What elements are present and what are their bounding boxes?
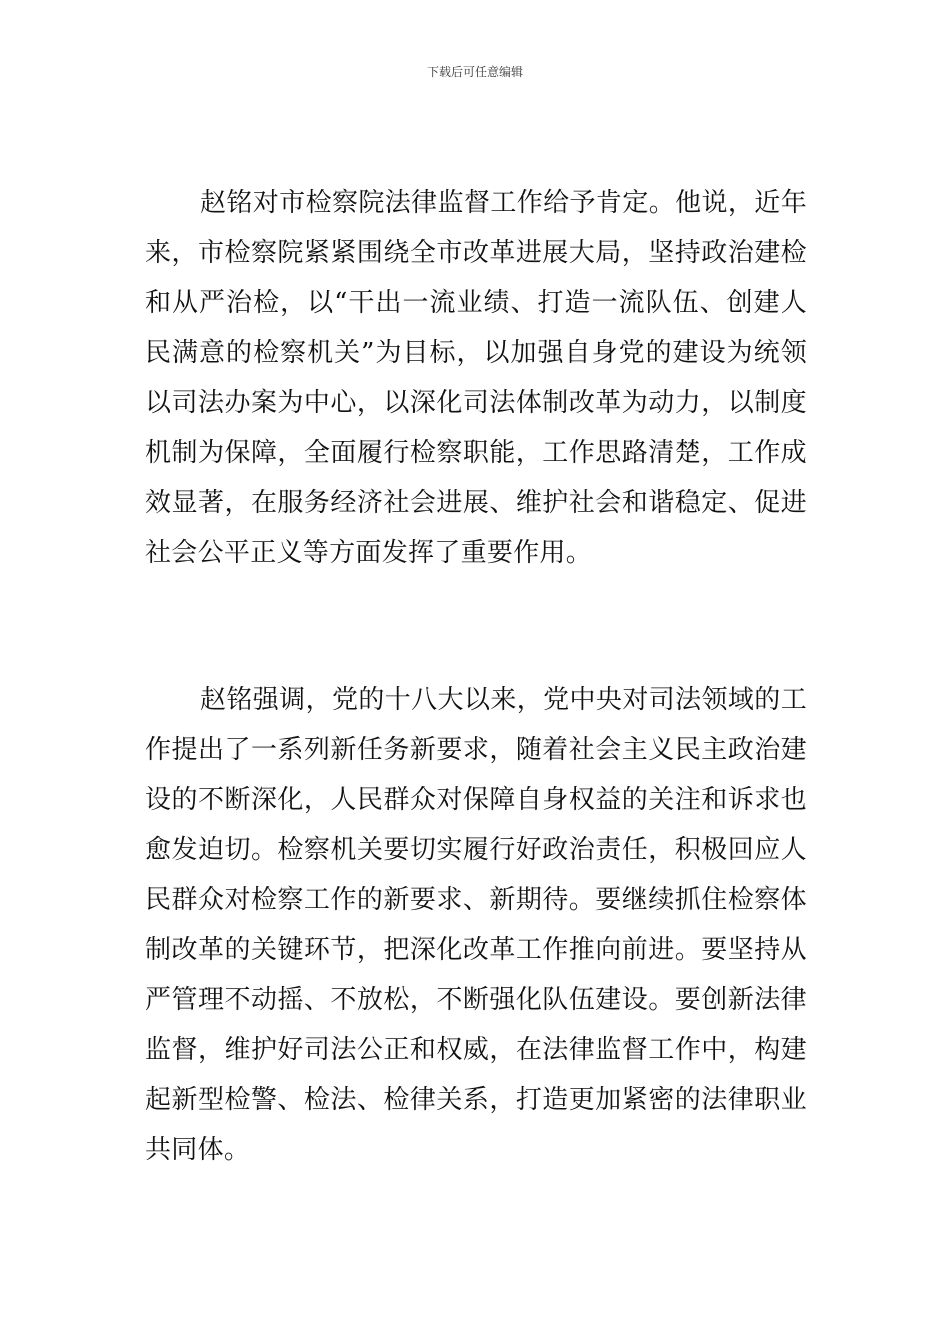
paragraph-2: 赵铭强调，党的十八大以来，党中央对司法领域的工作提出了一系列新任务新要求，随着社会主义民主政治建设的不断深化，人民群众对保障自身权益的关注和诉求也愈发迫切。检察机关要切实履行好政治责任，积极回应人民群众对检察工作的新要求、新期待。要继续抓住检察体制改革的关键环节，把深化改革工作推向前进。要坚持从严管理不动摇、不放松，不断强化队伍建设。要创新法律监督，维护好司法公正和权威，在法律监督工作中，构建起新型检警、检法、检律关系，打造更加紧密的法律职业共同体。 <box>145 685 807 1165</box>
page-header <box>0 64 950 80</box>
paragraph-1: 赵铭对市检察院法律监督工作给予肯定。他说，近年来，市检察院紧紧围绕全市改革进展大局，坚持政治建检和从严治检，以“干出一流业绩、打造一流队伍、创建人民满意的检察机关”为目标，以加强自身党的建设为统领以司法办案为中心，以深化司法体制改革为动力，以制度机制为保障，全面履行检察职能，工作思路清楚，工作成效显著，在服务经济社会进展、维护社会和谐稳定、促进社会公平正义等方面发挥了重要作用。 <box>145 188 807 568</box>
header-text: 下载后可任意编辑 <box>426 65 523 79</box>
